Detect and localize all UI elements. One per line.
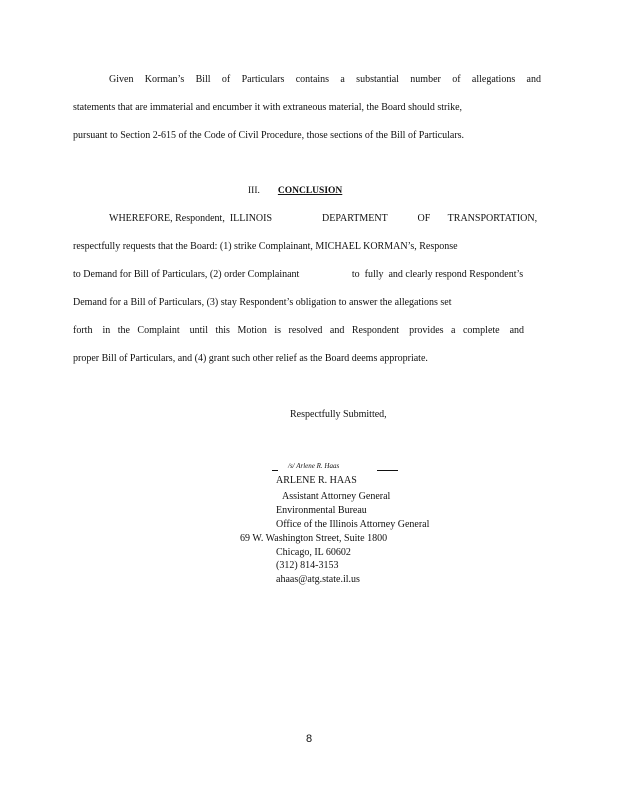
office-street: 69 W. Washington Street, Suite 1800 [240,533,388,544]
section-numeral: III. [248,186,260,196]
office-email: ahaas@atg.state.il.us [276,574,360,585]
closing-text: Respectfully Submitted, [290,409,387,420]
paragraph-1-line-1: Given Korman’s Bill of Particulars contains a substantial number of allegations and [109,74,541,85]
electronic-signature: /s/ Arlene R. Haas [288,462,340,470]
office-city: Chicago, IL 60602 [276,547,351,558]
signer-title: Assistant Attorney General [282,491,391,502]
paragraph-1-line-3: pursuant to Section 2-615 of the Code of Civil Procedure, those sections of the Bill of Particulars. [73,130,465,141]
signature-line-left [272,470,278,471]
signature-line-right [377,470,398,471]
section-heading [248,186,360,196]
paragraph-2-line-5: forth in the Complaint until this Motion is resolved and Respondent provides a complete and [73,325,525,336]
signer-office: Office of the Illinois Attorney General [276,519,430,530]
paragraph-2-line-6: proper Bill of Particulars, and (4) grant such other relief as the Board deems appropriate. [73,353,428,364]
signer-bureau: Environmental Bureau [276,505,367,516]
signer-name: ARLENE R. HAAS [276,475,357,486]
paragraph-2-line-4: Demand for a Bill of Particulars, (3) stay Respondent’s obligation to answer the allegations set [73,297,452,308]
paragraph-2-line-2: respectfully requests that the Board: (1) strike Complainant, MICHAEL KORMAN’s, Response [73,241,458,252]
paragraph-2-line-3: to Demand for Bill of Particulars, (2) order Complainant to fully and clearly respond Respondent’s [73,269,524,280]
paragraph-1-line-2: statements that are immaterial and encumber it with extraneous material, the Board should strike, [73,102,463,113]
office-phone: (312) 814-3153 [276,560,339,571]
section-title: CONCLUSION [277,186,343,196]
paragraph-2-line-1: WHEREFORE, Respondent, ILLINOIS DEPARTMENT OF TRANSPORTATION, [109,213,538,224]
page-number: 8 [305,733,313,745]
